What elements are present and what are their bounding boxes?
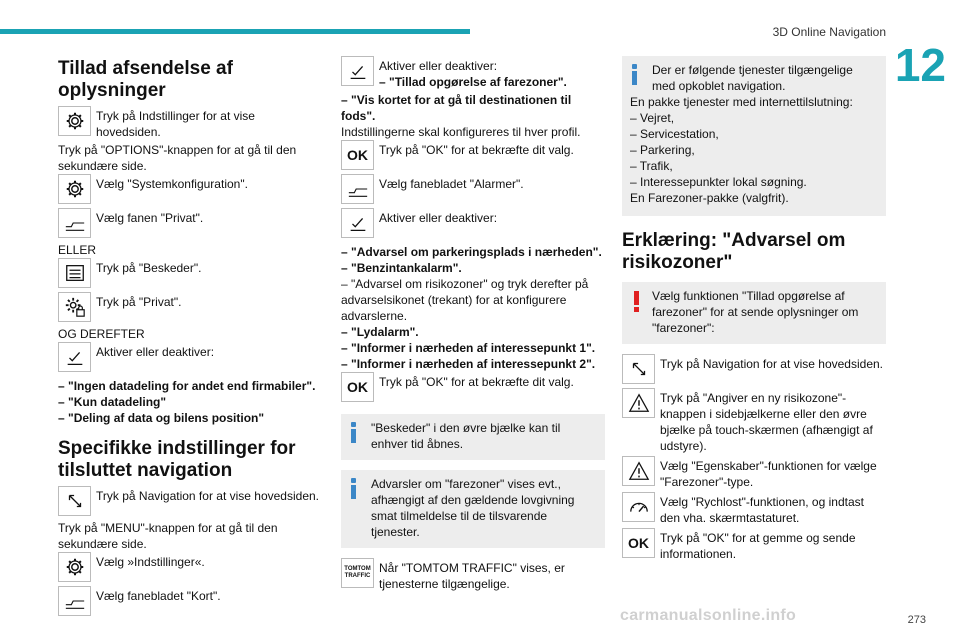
- column-2: [341, 56, 605, 594]
- list-item: – Vejret,: [630, 111, 675, 125]
- column-3: [622, 56, 886, 564]
- info-box-beskeder: [341, 414, 605, 460]
- step-aktiver-alarmer: [341, 208, 605, 240]
- list-item: – "Vis kortet for at gå til destinationen til fods".: [341, 93, 572, 123]
- step-text: Når "TOMTOM TRAFFIC" vises, er tjenesterne tilgængelige.: [379, 561, 565, 591]
- heading-specifikke-indstillinger: Specifikke indstillinger for tilsluttet navigation: [58, 438, 296, 481]
- step-privat-fane: [58, 208, 320, 240]
- paragraph-eller: ELLER: [58, 243, 97, 257]
- page-number: 273: [907, 614, 926, 626]
- step-text: Aktiver eller deaktiver:: [96, 345, 215, 359]
- step-text: Aktiver eller deaktiver:: [379, 59, 498, 73]
- gear-icon: [58, 552, 91, 582]
- list-item: – Servicestation,: [630, 127, 719, 141]
- step-text: Tryk på "OK" for at bekræfte dit valg.: [379, 375, 574, 389]
- step-systemkonfiguration: [58, 174, 320, 206]
- list-item: – "Advarsel om parkeringsplads i nærheden".: [341, 245, 602, 259]
- warning-icon: [634, 291, 639, 312]
- paragraph: Tryk på "OPTIONS"-knappen for at gå til den sekundære side.: [58, 143, 297, 173]
- step-ok-1: [341, 140, 605, 172]
- step-text: Tryk på "Angiver en ny risikozone"-knappen i sidebjælkerne eller den øvre bjælke på touch-skærmen (afhængigt af udstyre).: [660, 391, 873, 453]
- tab-icon: [58, 586, 91, 616]
- warning-text: Vælg funktionen "Tillad opgørelse af farezoner" for at sende oplysninger om "farezoner":: [652, 289, 859, 335]
- paragraph-og-derefter: OG DEREFTER: [58, 327, 145, 341]
- heading-erklaering: Erklæring: "Advarsel om risikozoner": [622, 230, 846, 273]
- ok-icon: OK: [622, 528, 655, 558]
- info-box-farezoner: [341, 470, 605, 548]
- navigation-icon: [622, 354, 655, 384]
- checkbox-icon: [58, 342, 91, 372]
- step-text: Tryk på "OK" for at gemme og sende informationen.: [660, 531, 856, 561]
- paragraph: Indstillingerne skal konfigureres til hver profil.: [341, 125, 581, 139]
- chapter-number: 12: [894, 39, 946, 91]
- step-alarmer: [341, 174, 605, 206]
- list-item: – Trafik,: [630, 159, 673, 173]
- list-item: – "Benzintankalarm".: [341, 261, 462, 275]
- heading-tillad-afsendelse: Tillad afsendelse af oplysninger: [58, 58, 233, 101]
- list-item: – Interessepunkter lokal søgning.: [630, 175, 807, 189]
- step-ok: [622, 528, 886, 562]
- list-item: – "Deling af data og bilens position": [58, 411, 265, 425]
- checkbox-icon: [341, 56, 374, 86]
- tab-icon: [58, 208, 91, 238]
- paragraph: En Farezoner-pakke (valgfrit).: [630, 191, 789, 205]
- info-icon: [632, 64, 637, 86]
- step-aktiver-farezoner: [341, 56, 605, 90]
- step-tomtom: [341, 558, 605, 592]
- info-text: Advarsler om "farezoner" vises evt., afhængigt af den gældende lovgivning smat tilmeldelse til de tilsvarende tjenester.: [371, 477, 575, 539]
- step-navigation: [622, 354, 886, 386]
- step-indstillinger-menu: [58, 552, 320, 584]
- gear-icon: [58, 106, 91, 136]
- step-aktiver: [58, 342, 320, 374]
- step-text: Tryk på "OK" for at bekræfte dit valg.: [379, 143, 574, 157]
- paragraph: Tryk på "MENU"-knappen for at gå til den sekundære side.: [58, 521, 278, 551]
- step-text: Tryk på Indstillinger for at vise hovedsiden.: [96, 109, 255, 139]
- list-item: – "Kun datadeling": [58, 395, 167, 409]
- info-icon: [351, 478, 356, 500]
- list-item: – Parkering,: [630, 143, 695, 157]
- step-text: Vælg fanebladet "Kort".: [96, 589, 221, 603]
- list-item: – "Ingen datadeling for andet end firmabiler".: [58, 379, 316, 393]
- list-icon: [58, 258, 91, 288]
- warning-triangle-icon: [622, 456, 655, 486]
- step-indstillinger: [58, 106, 320, 140]
- info-text: Der er følgende tjenester tilgængelige med opkoblet navigation.: [652, 63, 853, 93]
- tomtom-traffic-icon: TOMTOM TRAFFIC: [341, 558, 374, 588]
- step-rychlost: [622, 492, 886, 526]
- step-text: Tryk på "Privat".: [96, 295, 182, 309]
- step-kort: [58, 586, 320, 618]
- warning-triangle-icon: [622, 388, 655, 418]
- warning-box: [622, 282, 886, 344]
- step-text: Vælg fanebladet "Alarmer".: [379, 177, 524, 191]
- list-item: – "Informer i nærheden af interessepunkt 1".: [341, 341, 596, 355]
- checkbox-icon: [341, 208, 374, 238]
- list-item: – "Informer i nærheden af interessepunkt 2".: [341, 357, 596, 371]
- step-text: Vælg »Indstillinger«.: [96, 555, 205, 569]
- step-ny-risikozone: [622, 388, 886, 454]
- tab-icon: [341, 174, 374, 204]
- step-egenskaber: [622, 456, 886, 490]
- column-1: [58, 56, 320, 620]
- step-text: Aktiver eller deaktiver:: [379, 211, 498, 225]
- speedometer-icon: [622, 492, 655, 522]
- step-ok-2: [341, 372, 605, 404]
- list-item: – "Advarsel om risikozoner" og tryk derefter på advarselsikonet (trekant) for at konfigurere advarslerne.: [341, 277, 589, 323]
- step-text: Vælg "Systemkonfiguration".: [96, 177, 248, 191]
- info-icon: [351, 422, 356, 444]
- section-title: 3D Online Navigation: [772, 25, 886, 39]
- step-text: Tryk på Navigation for at vise hovedsiden.: [96, 489, 320, 503]
- step-navigation: [58, 486, 320, 518]
- paragraph: En pakke tjenester med internettilslutning:: [630, 95, 853, 109]
- step-text: Vælg "Rychlost"-funktionen, og indtast den vha. skærmtastaturet.: [660, 495, 864, 525]
- list-item: – "Tillad opgørelse af farezoner".: [379, 75, 567, 89]
- info-box-tjenester: [622, 56, 886, 216]
- list-item: – "Lydalarm".: [341, 325, 419, 339]
- info-text: "Beskeder" i den øvre bjælke kan til enhver tid åbnes.: [371, 421, 561, 451]
- step-privat: [58, 292, 320, 324]
- header-accent-bar: [0, 29, 470, 34]
- step-text: Vælg "Egenskaber"-funktionen for vælge "Farezoner"-type.: [660, 459, 877, 489]
- gear-icon: [58, 174, 91, 204]
- step-text: Tryk på Navigation for at vise hovedsiden.: [660, 357, 884, 371]
- ok-icon: OK: [341, 372, 374, 402]
- gear-lock-icon: [58, 292, 91, 322]
- step-beskeder: [58, 258, 320, 290]
- ok-icon: OK: [341, 140, 374, 170]
- watermark: carmanualsonline.info: [620, 607, 797, 624]
- step-text: Tryk på "Beskeder".: [96, 261, 202, 275]
- step-text: Vælg fanen "Privat".: [96, 211, 204, 225]
- navigation-icon: [58, 486, 91, 516]
